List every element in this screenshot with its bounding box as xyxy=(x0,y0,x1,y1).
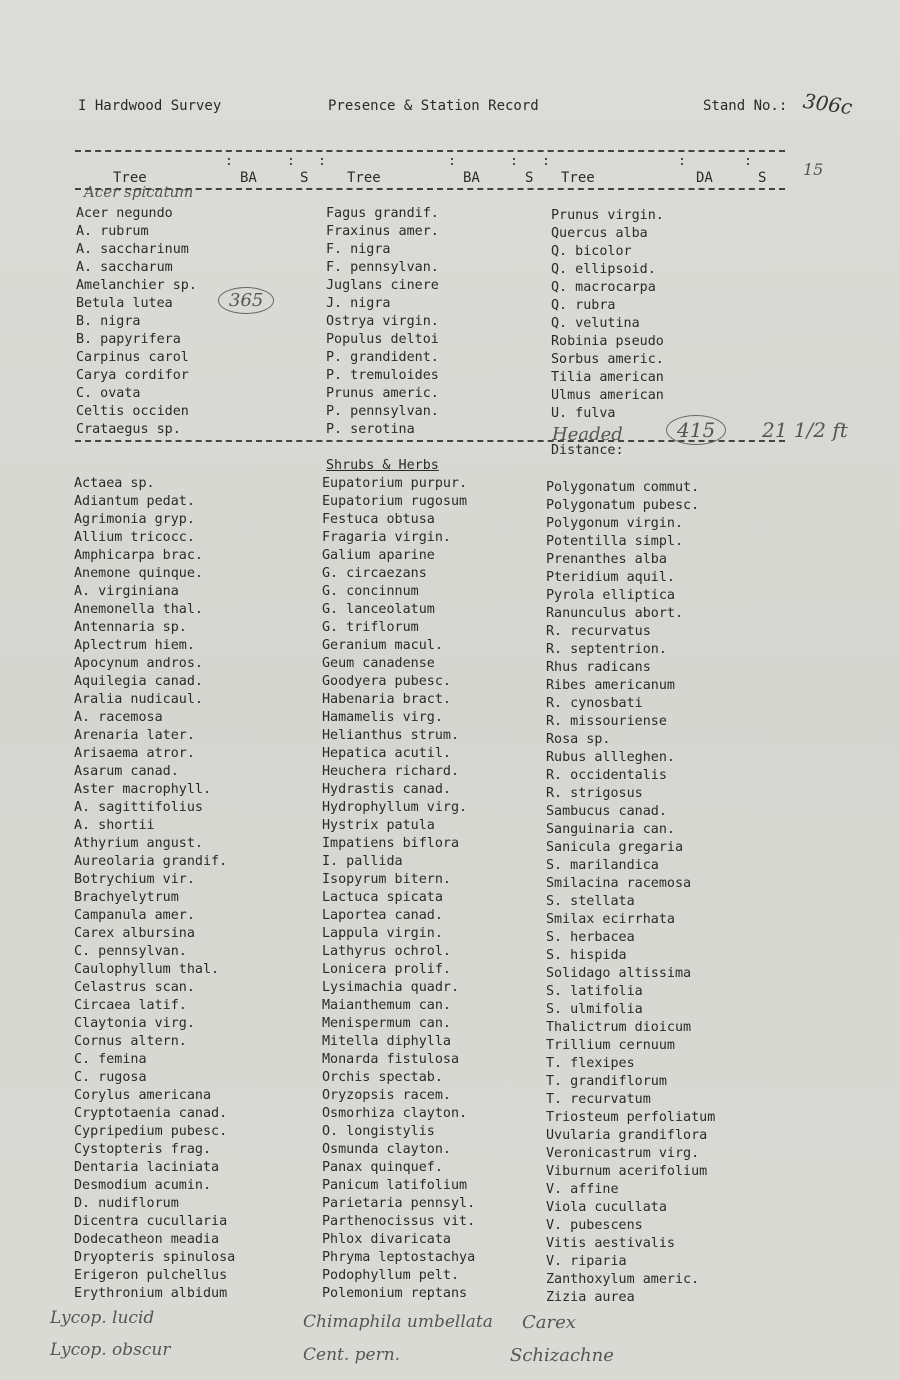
herb-species: Orchis spectab. xyxy=(322,1070,443,1085)
tree-species: A. saccharum xyxy=(76,260,173,275)
tree-species: J. nigra xyxy=(326,296,391,311)
herb-species: Claytonia virg. xyxy=(74,1016,195,1031)
herb-species: C. rugosa xyxy=(74,1070,147,1085)
herb-species: Erigeron pulchellus xyxy=(74,1268,228,1283)
herb-species: S. latifolia xyxy=(546,984,643,999)
herb-species: Polemonium reptans xyxy=(322,1286,468,1301)
herb-species: Lappula virgin. xyxy=(322,926,443,941)
herb-species: Smilacina racemosa xyxy=(546,876,692,891)
herb-species: G. circaezans xyxy=(322,566,427,581)
col-s-1: S xyxy=(300,170,309,186)
tree-species: P. grandident. xyxy=(326,350,439,365)
herb-species: Sambucus canad. xyxy=(546,804,667,819)
handwritten-bottom-5: Carex xyxy=(522,1312,576,1333)
herb-species: Aster macrophyll. xyxy=(74,782,212,797)
herb-species: Campanula amer. xyxy=(74,908,195,923)
herb-species: Lysimachia quadr. xyxy=(322,980,460,995)
herb-species: Isopyrum bitern. xyxy=(322,872,451,887)
col-s-3: S xyxy=(758,170,767,186)
herb-species: Hamamelis virg. xyxy=(322,710,443,725)
tree-species: Q. ellipsoid. xyxy=(551,262,656,277)
herb-species: T. grandiflorum xyxy=(546,1074,667,1089)
herb-species: Aplectrum hiem. xyxy=(74,638,195,653)
herb-species: G. lanceolatum xyxy=(322,602,435,617)
tree-species: Ulmus american xyxy=(551,388,664,403)
herb-species: Geranium macul. xyxy=(322,638,443,653)
herb-species: Dodecatheon meadia xyxy=(74,1232,220,1247)
herb-species: D. nudiflorum xyxy=(74,1196,179,1211)
herb-species: A. racemosa xyxy=(74,710,163,725)
col-tree-1: Tree xyxy=(113,170,147,186)
herb-species: Actaea sp. xyxy=(74,476,155,491)
tree-species: Quercus alba xyxy=(551,226,648,241)
herb-species: Cornus altern. xyxy=(74,1034,187,1049)
herb-list-col3 xyxy=(546,479,715,1307)
herb-species: Rhus radicans xyxy=(546,660,651,675)
tree-species: Prunus virgin. xyxy=(551,208,664,223)
herb-species: I. pallida xyxy=(322,854,403,869)
herb-species: Prenanthes alba xyxy=(546,552,667,567)
tree-species: Q. macrocarpa xyxy=(551,280,656,295)
handwritten-bottom-4: Cent. pern. xyxy=(303,1345,401,1365)
tree-species: Juglans cinere xyxy=(326,278,439,293)
stand-number: 306c xyxy=(801,88,854,120)
herb-list-col1 xyxy=(74,475,235,1303)
herb-species: Aureolaria grandif. xyxy=(74,854,228,869)
handwritten-acer-note: Acer spicatum xyxy=(84,183,194,201)
herb-species: Polygonatum commut. xyxy=(546,480,700,495)
tree-list-col2 xyxy=(326,205,439,439)
herb-species: Parietaria pennsyl. xyxy=(322,1196,476,1211)
herb-species: Pteridium aquil. xyxy=(546,570,675,585)
tree-species: B. papyrifera xyxy=(76,332,181,347)
herb-species: Vitis aestivalis xyxy=(546,1236,675,1251)
tree-species: P. serotina xyxy=(326,422,415,437)
herb-species: Anemone quinque. xyxy=(74,566,203,581)
herb-species: A. virginiana xyxy=(74,584,179,599)
herb-species: R. recurvatus xyxy=(546,624,651,639)
herb-species: Celastrus scan. xyxy=(74,980,195,995)
herb-species: Zizia aurea xyxy=(546,1290,635,1305)
herb-species: Cryptotaenia canad. xyxy=(74,1106,228,1121)
herb-species: S. ulmifolia xyxy=(546,1002,643,1017)
herb-species: Hydrophyllum virg. xyxy=(322,800,468,815)
herb-species: Rubus allleghen. xyxy=(546,750,675,765)
herb-species: R. strigosus xyxy=(546,786,643,801)
herb-species: Phryma leptostachya xyxy=(322,1250,476,1265)
herb-species: Phlox divaricata xyxy=(322,1232,451,1247)
herb-species: Veronicastrum virg. xyxy=(546,1146,700,1161)
herb-species: Festuca obtusa xyxy=(322,512,435,527)
herb-species: Maianthemum can. xyxy=(322,998,451,1013)
herb-species: Corylus americana xyxy=(74,1088,212,1103)
survey-title: I Hardwood Survey xyxy=(78,98,222,114)
herb-species: Zanthoxylum americ. xyxy=(546,1272,700,1287)
distance-label: Distance: xyxy=(551,443,624,458)
tree-species: P. pennsylvan. xyxy=(326,404,439,419)
herb-species: S. stellata xyxy=(546,894,635,909)
herb-species: Osmorhiza clayton. xyxy=(322,1106,468,1121)
herb-species: Anemonella thal. xyxy=(74,602,203,617)
colon-mark: : xyxy=(744,154,752,169)
tree-species: Betula lutea xyxy=(76,296,173,311)
herb-species: Fragaria virgin. xyxy=(322,530,451,545)
herb-species: Cystopteris frag. xyxy=(74,1142,212,1157)
herb-species: Aquilegia canad. xyxy=(74,674,203,689)
tree-species: Acer negundo xyxy=(76,206,173,221)
herb-species: Rosa sp. xyxy=(546,732,611,747)
stand-label: Stand No.: xyxy=(703,98,788,114)
handwritten-415: 415 xyxy=(666,415,726,445)
herb-species: Solidago altissima xyxy=(546,966,692,981)
herb-species: R. missouriense xyxy=(546,714,667,729)
herb-species: Potentilla simpl. xyxy=(546,534,684,549)
herb-species: Viburnum acerifolium xyxy=(546,1164,708,1179)
herb-species: Allium tricocc. xyxy=(74,530,195,545)
margin-note-15: 15 xyxy=(803,160,824,179)
handwritten-bottom-2: Lycop. obscur xyxy=(50,1340,171,1360)
herb-species: Apocynum andros. xyxy=(74,656,203,671)
tree-species: Q. bicolor xyxy=(551,244,632,259)
herb-species: Eupatorium purpur. xyxy=(322,476,468,491)
colon-mark: : xyxy=(225,154,233,169)
herb-species: Amphicarpa brac. xyxy=(74,548,203,563)
tree-list-col1 xyxy=(76,205,197,439)
shrubs-herbs-title: Shrubs & Herbs xyxy=(326,458,439,473)
herb-species: Lonicera prolif. xyxy=(322,962,451,977)
herb-species: Polygonatum pubesc. xyxy=(546,498,700,513)
herb-species: Aralia nudicaul. xyxy=(74,692,203,707)
herb-species: Parthenocissus vit. xyxy=(322,1214,476,1229)
herb-species: Uvularia grandiflora xyxy=(546,1128,708,1143)
herb-species: Hepatica acutil. xyxy=(322,746,451,761)
herb-species: A. shortii xyxy=(74,818,155,833)
record-title: Presence & Station Record xyxy=(328,98,539,114)
herb-species: Goodyera pubesc. xyxy=(322,674,451,689)
herb-species: Asarum canad. xyxy=(74,764,179,779)
tree-species: Q. velutina xyxy=(551,316,640,331)
handwritten-365: 365 xyxy=(218,287,274,314)
colon-mark: : xyxy=(318,154,326,169)
herb-species: Adiantum pedat. xyxy=(74,494,195,509)
herb-species: Botrychium vir. xyxy=(74,872,195,887)
herb-species: R. cynosbati xyxy=(546,696,643,711)
tree-species: Ostrya virgin. xyxy=(326,314,439,329)
tree-species: Fagus grandif. xyxy=(326,206,439,221)
top-dashed-rule xyxy=(75,150,785,152)
herb-species: S. hispida xyxy=(546,948,627,963)
herb-species: Viola cucullata xyxy=(546,1200,667,1215)
herb-species: Osmunda clayton. xyxy=(322,1142,451,1157)
herb-species: Panicum latifolium xyxy=(322,1178,468,1193)
herb-species: Arisaema atror. xyxy=(74,746,195,761)
tree-species: Carpinus carol xyxy=(76,350,189,365)
colon-mark: : xyxy=(287,154,295,169)
herb-species: Smilax ecirrhata xyxy=(546,912,675,927)
herb-species: R. septentrion. xyxy=(546,642,667,657)
herb-species: Agrimonia gryp. xyxy=(74,512,195,527)
herb-species: Dentaria laciniata xyxy=(74,1160,220,1175)
herb-species: Impatiens biflora xyxy=(322,836,460,851)
herb-species: Antennaria sp. xyxy=(74,620,187,635)
herb-species: Ribes americanum xyxy=(546,678,675,693)
herb-species: T. recurvatum xyxy=(546,1092,651,1107)
herb-species: S. herbacea xyxy=(546,930,635,945)
col-ba-2: BA xyxy=(463,170,480,186)
herb-species: Helianthus strum. xyxy=(322,728,460,743)
col-s-2: S xyxy=(525,170,534,186)
tree-species: Celtis occiden xyxy=(76,404,189,419)
herb-species: Podophyllum pelt. xyxy=(322,1268,460,1283)
herb-species: R. occidentalis xyxy=(546,768,667,783)
herb-species: Monarda fistulosa xyxy=(322,1052,460,1067)
herb-species: Carex albursina xyxy=(74,926,195,941)
herb-species: T. flexipes xyxy=(546,1056,635,1071)
tree-species: Prunus americ. xyxy=(326,386,439,401)
herb-species: Cypripedium pubesc. xyxy=(74,1124,228,1139)
colon-mark: : xyxy=(542,154,550,169)
handwritten-distance: 21 1/2 ft xyxy=(762,418,848,442)
tree-species: Q. rubra xyxy=(551,298,616,313)
handwritten-bottom-3: Chimaphila umbellata xyxy=(303,1312,493,1332)
herb-species: C. femina xyxy=(74,1052,147,1067)
herb-species: Lactuca spicata xyxy=(322,890,443,905)
tree-species: A. saccharinum xyxy=(76,242,189,257)
herb-species: Eupatorium rugosum xyxy=(322,494,468,509)
herb-species: Laportea canad. xyxy=(322,908,443,923)
herb-species: Erythronium albidum xyxy=(74,1286,228,1301)
tree-species: Fraxinus amer. xyxy=(326,224,439,239)
herb-species: V. riparia xyxy=(546,1254,627,1269)
handwritten-headed: Headed xyxy=(552,424,623,445)
tree-species: Amelanchier sp. xyxy=(76,278,197,293)
herb-species: Sanicula gregaria xyxy=(546,840,684,855)
herb-species: Thalictrum dioicum xyxy=(546,1020,692,1035)
herb-species: Galium aparine xyxy=(322,548,435,563)
herb-species: Heuchera richard. xyxy=(322,764,460,779)
tree-species: Tilia american xyxy=(551,370,664,385)
herb-species: Geum canadense xyxy=(322,656,435,671)
tree-species: Populus deltoi xyxy=(326,332,439,347)
tree-species: B. nigra xyxy=(76,314,141,329)
herb-species: Hydrastis canad. xyxy=(322,782,451,797)
herb-species: A. sagittifolius xyxy=(74,800,203,815)
herb-species: Ranunculus abort. xyxy=(546,606,684,621)
herb-species: Trillium cernuum xyxy=(546,1038,675,1053)
herb-species: Circaea latif. xyxy=(74,998,187,1013)
herb-species: G. triflorum xyxy=(322,620,419,635)
herb-species: V. affine xyxy=(546,1182,619,1197)
herb-species: Desmodium acumin. xyxy=(74,1178,212,1193)
herb-species: Arenaria later. xyxy=(74,728,195,743)
col-tree-3: Tree xyxy=(561,170,595,186)
tree-species: P. tremuloides xyxy=(326,368,439,383)
herb-species: Polygonum virgin. xyxy=(546,516,684,531)
herb-species: Dicentra cucullaria xyxy=(74,1214,228,1229)
colon-mark: : xyxy=(678,154,686,169)
herb-species: Oryzopsis racem. xyxy=(322,1088,451,1103)
tree-species: F. nigra xyxy=(326,242,391,257)
herb-species: Mitella diphylla xyxy=(322,1034,451,1049)
tree-species: Crataegus sp. xyxy=(76,422,181,437)
herb-species: Lathyrus ochrol. xyxy=(322,944,451,959)
herb-species: Sanguinaria can. xyxy=(546,822,675,837)
herb-species: Brachyelytrum xyxy=(74,890,179,905)
herb-species: Athyrium angust. xyxy=(74,836,203,851)
herb-species: G. concinnum xyxy=(322,584,419,599)
handwritten-bottom-6: Schizachne xyxy=(510,1345,614,1366)
herb-species: S. marilandica xyxy=(546,858,659,873)
herb-species: V. pubescens xyxy=(546,1218,643,1233)
colon-mark: : xyxy=(448,154,456,169)
col-tree-2: Tree xyxy=(347,170,381,186)
tree-species: Robinia pseudo xyxy=(551,334,664,349)
tree-list-col3 xyxy=(551,207,664,423)
herb-species: Dryopteris spinulosa xyxy=(74,1250,236,1265)
herb-species: Habenaria bract. xyxy=(322,692,451,707)
herb-species: Caulophyllum thal. xyxy=(74,962,220,977)
herb-species: Panax quinquef. xyxy=(322,1160,443,1175)
herb-species: Hystrix patula xyxy=(322,818,435,833)
colon-mark: : xyxy=(510,154,518,169)
herb-species: O. longistylis xyxy=(322,1124,435,1139)
herb-list-col2 xyxy=(322,475,475,1303)
col-ba-1: BA xyxy=(240,170,257,186)
tree-species: Sorbus americ. xyxy=(551,352,664,367)
tree-species: F. pennsylvan. xyxy=(326,260,439,275)
tree-species: Carya cordifor xyxy=(76,368,189,383)
tree-species: U. fulva xyxy=(551,406,616,421)
herb-species: Triosteum perfoliatum xyxy=(546,1110,716,1125)
herb-species: Pyrola elliptica xyxy=(546,588,675,603)
herb-species: Menispermum can. xyxy=(322,1016,451,1031)
tree-species: C. ovata xyxy=(76,386,141,401)
handwritten-bottom-1: Lycop. lucid xyxy=(50,1308,155,1328)
tree-species: A. rubrum xyxy=(76,224,149,239)
col-da-3: DA xyxy=(696,170,713,186)
herb-species: C. pennsylvan. xyxy=(74,944,187,959)
